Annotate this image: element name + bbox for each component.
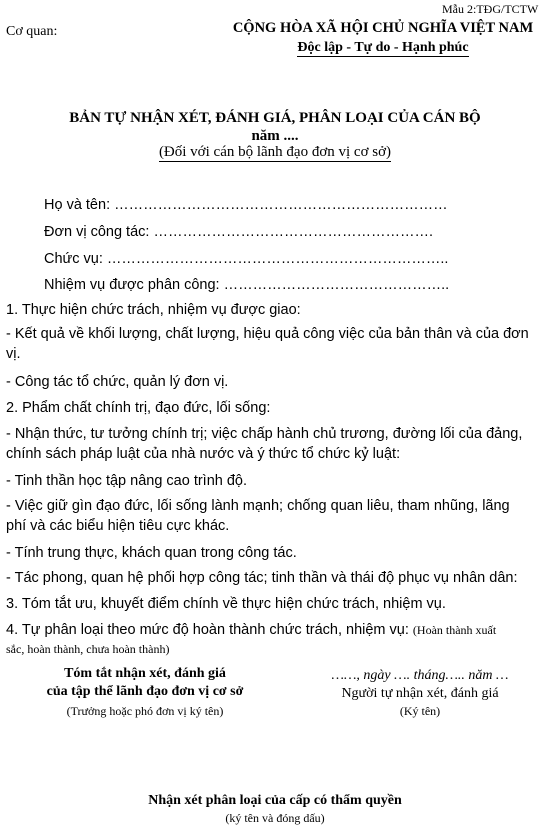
left-signature-title-2: của tập thể lãnh đạo đơn vị cơ sở	[46, 684, 244, 699]
section-2a-line-1: - Nhận thức, tư tưởng chính trị; việc chấp hành chủ trương, đường lối của đảng,	[6, 426, 523, 442]
date-line: ……, ngày …. tháng….. năm …	[331, 668, 509, 683]
section-2c-line-2: phí và các biểu hiện tiêu cực khác.	[6, 518, 230, 534]
field-position: Chức vụ: ……………………………………………………………..	[44, 251, 449, 267]
document-year: năm ....	[251, 128, 299, 144]
section-4-text: 4. Tự phân loại theo mức độ hoàn thành chức trách, nhiệm vụ:	[6, 622, 413, 638]
form-code: Mẫu 2:TĐG/TCTW	[442, 2, 539, 16]
left-signature-title-1: Tóm tắt nhận xét, đánh giá	[64, 666, 226, 681]
nation-heading: CỘNG HÒA XÃ HỘI CHỦ NGHĨA VIỆT NAM	[232, 20, 534, 36]
section-1-heading: 1. Thực hiện chức trách, nhiệm vụ được giao:	[6, 302, 301, 318]
section-1a-line-1: - Kết quả về khối lượng, chất lượng, hiệu quả công việc của bản thân và của đơn	[6, 326, 529, 342]
section-3-heading: 3. Tóm tắt ưu, khuyết điểm chính về thực hiện chức trách, nhiệm vụ.	[6, 596, 446, 612]
field-assigned-duty: Nhiệm vụ được phân công: ………………………………………..	[44, 277, 450, 293]
section-1b: - Công tác tổ chức, quản lý đơn vị.	[6, 374, 229, 390]
section-2e: - Tác phong, quan hệ phối hợp công tác; tinh thần và thái độ phục vụ nhân dân:	[6, 570, 518, 586]
section-1a-line-2: vị.	[6, 346, 21, 362]
section-4-note: (Hoàn thành xuất	[412, 623, 497, 637]
subtitle-text: (Đối với cán bộ lãnh đạo đơn vị cơ sở)	[158, 144, 392, 160]
section-2a-line-2: chính sách pháp luật của nhà nước và ý thức tổ chức kỷ luật:	[6, 446, 401, 462]
document-subtitle	[0, 144, 550, 161]
section-2d: - Tính trung thực, khách quan trong công tác.	[6, 545, 297, 561]
agency-label: Cơ quan:	[6, 24, 58, 39]
section-4-note-line-2: sắc, hoàn thành, chưa hoàn thành)	[6, 642, 170, 656]
section-2b: - Tinh thần học tập nâng cao trình độ.	[6, 473, 248, 489]
authority-review-title: Nhận xét phân loại của cấp có thẩm quyền	[148, 793, 402, 808]
section-4-heading	[6, 622, 496, 638]
motto	[222, 40, 544, 56]
right-signature-note: (Ký tên)	[399, 704, 441, 718]
document-title: BẢN TỰ NHẬN XÉT, ĐÁNH GIÁ, PHÂN LOẠI CỦA CÁN BỘ	[69, 110, 481, 126]
left-signature-note: (Trưởng hoặc phó đơn vị ký tên)	[66, 704, 224, 718]
right-signature-title: Người tự nhận xét, đánh giá	[341, 686, 499, 701]
field-work-unit: Đơn vị công tác: ………………………………………………….	[44, 224, 433, 240]
authority-review-note: (ký tên và đóng dấu)	[225, 811, 325, 825]
field-full-name: Họ và tên: ……………………………………………………………	[44, 197, 448, 213]
section-2-heading: 2. Phẩm chất chính trị, đạo đức, lối sống:	[6, 400, 271, 416]
section-2c-line-1: - Việc giữ gìn đạo đức, lối sống lành mạnh; chống quan liêu, tham nhũng, lãng	[6, 498, 510, 514]
motto-text: Độc lập - Tự do - Hạnh phúc	[297, 40, 469, 55]
